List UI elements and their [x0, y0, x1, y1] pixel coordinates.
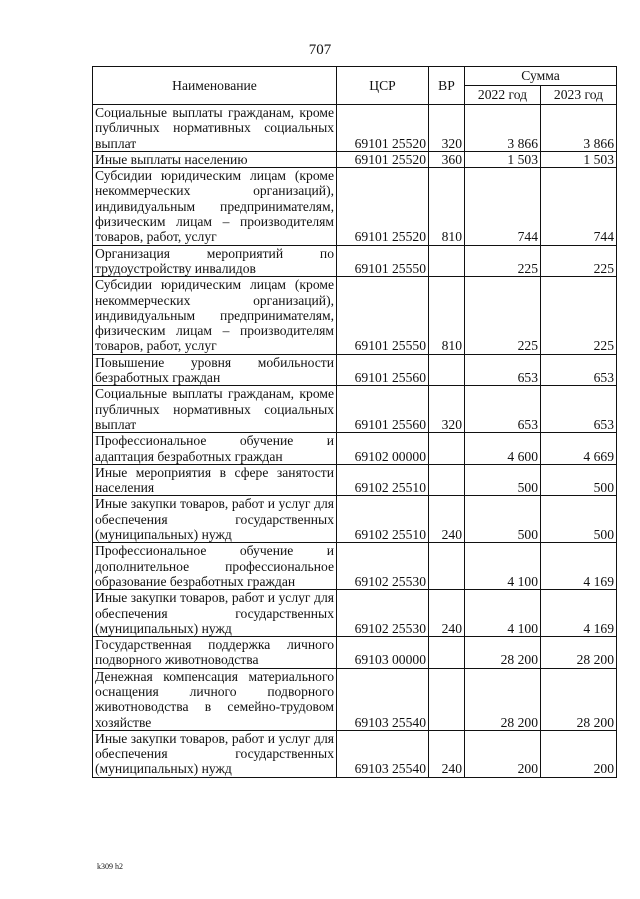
row-csr: 69101 25550: [337, 245, 429, 277]
row-name: Социальные выплаты гражданам, кроме публичных нормативных социальных выплат: [93, 386, 337, 433]
row-name: Профессиональное обучение и адаптация безработных граждан: [93, 433, 337, 465]
row-sum-2023: 653: [541, 386, 617, 433]
row-sum-2022: 4 100: [465, 590, 541, 637]
row-sum-2023: 4 169: [541, 543, 617, 590]
row-sum-2022: 744: [465, 168, 541, 245]
row-sum-2023: 3 866: [541, 105, 617, 152]
table-row: [93, 245, 617, 277]
footer-code: k309 h2: [97, 862, 123, 871]
table-row: [93, 386, 617, 433]
row-sum-2023: 500: [541, 464, 617, 496]
row-sum-2022: 500: [465, 464, 541, 496]
row-sum-2022: 225: [465, 277, 541, 354]
table-row: [93, 730, 617, 777]
row-sum-2022: 4 100: [465, 543, 541, 590]
row-vr: [429, 668, 465, 730]
row-sum-2022: 4 600: [465, 433, 541, 465]
row-sum-2022: 3 866: [465, 105, 541, 152]
row-sum-2022: 1 503: [465, 151, 541, 167]
row-sum-2022: 653: [465, 386, 541, 433]
row-vr: 320: [429, 386, 465, 433]
row-name: Социальные выплаты гражданам, кроме публичных нормативных социальных выплат: [93, 105, 337, 152]
table-row: [93, 151, 617, 167]
row-sum-2023: 225: [541, 245, 617, 277]
row-csr: 69101 25520: [337, 168, 429, 245]
row-sum-2023: 1 503: [541, 151, 617, 167]
row-name: Организация мероприятий по трудоустройству инвалидов: [93, 245, 337, 277]
header-year-2023: 2023 год: [541, 86, 617, 105]
row-csr: 69102 25530: [337, 590, 429, 637]
row-vr: 810: [429, 168, 465, 245]
table-row: [93, 354, 617, 386]
row-name: Иные выплаты населению: [93, 151, 337, 167]
row-sum-2022: 28 200: [465, 637, 541, 669]
header-vr: ВР: [429, 67, 465, 105]
row-name: Государственная поддержка личного подворного животноводства: [93, 637, 337, 669]
row-vr: [429, 464, 465, 496]
row-name: Иные закупки товаров, работ и услуг для обеспечения государственных (муниципальных) нужд: [93, 730, 337, 777]
row-csr: 69101 25520: [337, 105, 429, 152]
row-name: Субсидии юридическим лицам (кроме некоммерческих организаций), индивидуальным предпринимателям, физическим лицам – производителям товаров, работ, услуг: [93, 277, 337, 354]
row-sum-2023: 225: [541, 277, 617, 354]
row-csr: 69103 25540: [337, 668, 429, 730]
row-csr: 69103 00000: [337, 637, 429, 669]
row-csr: 69102 25510: [337, 496, 429, 543]
budget-table: [92, 66, 617, 778]
row-csr: 69101 25560: [337, 386, 429, 433]
row-sum-2022: 653: [465, 354, 541, 386]
table-row: [93, 496, 617, 543]
row-vr: 240: [429, 730, 465, 777]
row-name: Денежная компенсация материального оснащения личного подворного животноводства в семейно-трудовом хозяйстве: [93, 668, 337, 730]
row-vr: 240: [429, 496, 465, 543]
row-name: Повышение уровня мобильности безработных граждан: [93, 354, 337, 386]
row-sum-2023: 500: [541, 496, 617, 543]
row-sum-2022: 200: [465, 730, 541, 777]
row-name: Субсидии юридическим лицам (кроме некоммерческих организаций), индивидуальным предпринимателям, физическим лицам – производителям товаров, работ, услуг: [93, 168, 337, 245]
header-csr: ЦСР: [337, 67, 429, 105]
header-year-2022: 2022 год: [465, 86, 541, 105]
row-name: Иные закупки товаров, работ и услуг для обеспечения государственных (муниципальных) нужд: [93, 590, 337, 637]
row-csr: 69102 25530: [337, 543, 429, 590]
row-sum-2022: 225: [465, 245, 541, 277]
page-number: 707: [308, 42, 332, 58]
row-sum-2022: 28 200: [465, 668, 541, 730]
table-row: [93, 543, 617, 590]
row-name: Иные мероприятия в сфере занятости населения: [93, 464, 337, 496]
row-name: Иные закупки товаров, работ и услуг для обеспечения государственных (муниципальных) нужд: [93, 496, 337, 543]
table-row: [93, 464, 617, 496]
row-sum-2023: 28 200: [541, 637, 617, 669]
row-vr: 360: [429, 151, 465, 167]
row-sum-2023: 4 669: [541, 433, 617, 465]
row-vr: [429, 354, 465, 386]
header-sum: Сумма: [465, 67, 617, 86]
table-row: [93, 433, 617, 465]
row-sum-2023: 4 169: [541, 590, 617, 637]
row-csr: 69101 25550: [337, 277, 429, 354]
row-csr: 69101 25560: [337, 354, 429, 386]
table-row: [93, 668, 617, 730]
table-row: [93, 105, 617, 152]
row-vr: [429, 433, 465, 465]
row-vr: [429, 543, 465, 590]
header-name: Наименование: [93, 67, 337, 105]
table-row: [93, 168, 617, 245]
row-sum-2023: 744: [541, 168, 617, 245]
row-sum-2023: 28 200: [541, 668, 617, 730]
row-vr: 320: [429, 105, 465, 152]
table-row: [93, 277, 617, 354]
row-csr: 69102 25510: [337, 464, 429, 496]
row-vr: 810: [429, 277, 465, 354]
row-name: Профессиональное обучение и дополнительное профессиональное образование безработных граждан: [93, 543, 337, 590]
header-row: [93, 67, 617, 86]
row-csr: 69102 00000: [337, 433, 429, 465]
row-vr: 240: [429, 590, 465, 637]
table-row: [93, 590, 617, 637]
row-sum-2022: 500: [465, 496, 541, 543]
row-vr: [429, 245, 465, 277]
table-row: [93, 637, 617, 669]
row-sum-2023: 653: [541, 354, 617, 386]
row-csr: 69101 25520: [337, 151, 429, 167]
row-csr: 69103 25540: [337, 730, 429, 777]
row-vr: [429, 637, 465, 669]
row-sum-2023: 200: [541, 730, 617, 777]
